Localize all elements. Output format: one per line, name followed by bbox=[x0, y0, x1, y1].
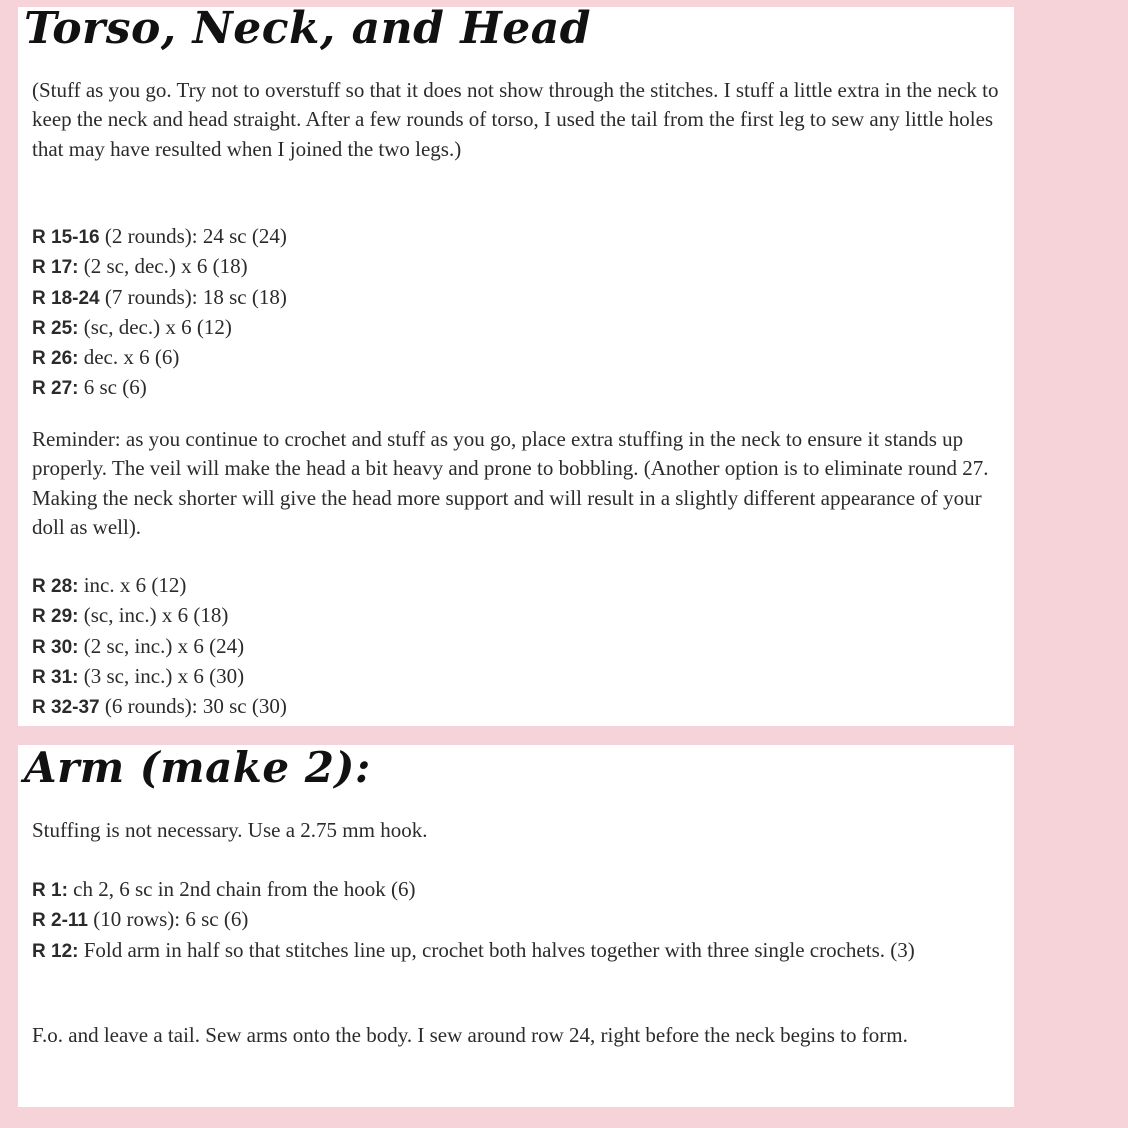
round-label: R 15-16 bbox=[32, 227, 100, 248]
round-label: R 2-11 bbox=[32, 910, 88, 932]
round-item bbox=[32, 632, 287, 662]
round-label: R 27: bbox=[32, 378, 79, 400]
round-text: (2 rounds): 24 sc (24) bbox=[99, 224, 287, 248]
round-text: (3 sc, inc.) x 6 (30) bbox=[78, 663, 245, 688]
round-text: (10 rows): 6 sc (6) bbox=[87, 907, 249, 932]
round-text: Fold arm in half so that stitches line up, crochet both halves together with three single crochets. (3) bbox=[78, 937, 915, 962]
torso-intro: (Stuff as you go. Try not to overstuff so that it does not show through the stitches. I stuff a little extra in the neck to keep the neck and head straight. After a few rounds of torso, I used the tail from the first leg to sew any little holes that may have resulted when I joined the two legs.) bbox=[32, 78, 999, 161]
round-text: (2 sc, dec.) x 6 (18) bbox=[78, 254, 248, 279]
round-label: R 30: bbox=[32, 636, 79, 658]
round-text: inc. x 6 (12) bbox=[78, 573, 187, 597]
arm-note: Stuffing is not necessary. Use a 2.75 mm hook. bbox=[32, 818, 428, 842]
torso-section bbox=[18, 3, 1014, 726]
torso-reminder: Reminder: as you continue to crochet and stuff as you go, place extra stuffing in the neck to ensure it stands up properly. The veil will make the head a bit heavy and prone to bobbling. (Another option is to eliminate round 27. Making the neck shorter will give the head more support and will result in a slightly different appearance of your doll as well). bbox=[32, 427, 989, 539]
round-label: R 12: bbox=[32, 940, 79, 962]
round-text: (6 rounds): 30 sc (30) bbox=[99, 694, 287, 719]
round-item bbox=[32, 252, 287, 282]
round-item bbox=[32, 662, 287, 692]
round-label: R 32-37 bbox=[32, 697, 100, 719]
round-label: R 17: bbox=[32, 257, 79, 279]
round-item bbox=[32, 875, 992, 905]
round-item bbox=[32, 601, 287, 631]
round-item bbox=[32, 373, 287, 403]
round-item bbox=[32, 313, 287, 343]
round-text: ch 2, 6 sc in 2nd chain from the hook (6) bbox=[67, 877, 416, 901]
round-text: (7 rounds): 18 sc (18) bbox=[99, 284, 287, 309]
round-item bbox=[32, 692, 287, 722]
arm-finish: F.o. and leave a tail. Sew arms onto the body. I sew around row 24, right before the neck begins to form. bbox=[32, 1023, 908, 1047]
torso-rounds-list-b bbox=[32, 571, 287, 722]
round-item bbox=[32, 283, 287, 313]
round-label: R 29: bbox=[32, 606, 79, 628]
round-item bbox=[32, 571, 287, 601]
round-label: R 1: bbox=[32, 880, 68, 901]
arm-rounds-list bbox=[32, 875, 992, 966]
round-text: (sc, dec.) x 6 (12) bbox=[78, 314, 232, 339]
arm-section bbox=[18, 745, 1014, 1107]
round-text: (sc, inc.) x 6 (18) bbox=[78, 603, 229, 628]
round-item bbox=[32, 936, 992, 966]
round-text: 6 sc (6) bbox=[78, 375, 147, 400]
round-text: (2 sc, inc.) x 6 (24) bbox=[78, 633, 245, 658]
round-label: R 18-24 bbox=[32, 287, 100, 309]
torso-rounds-list-a bbox=[32, 222, 287, 404]
torso-heading: Torso, Neck, and Head bbox=[24, 3, 592, 54]
round-label: R 25: bbox=[32, 317, 79, 339]
round-item bbox=[32, 343, 287, 373]
round-item bbox=[32, 905, 992, 935]
round-text: dec. x 6 (6) bbox=[78, 345, 180, 370]
round-label: R 31: bbox=[32, 666, 79, 688]
round-item bbox=[32, 222, 287, 252]
round-label: R 28: bbox=[32, 576, 79, 597]
round-label: R 26: bbox=[32, 348, 79, 370]
arm-heading: Arm (make 2): bbox=[24, 743, 371, 792]
